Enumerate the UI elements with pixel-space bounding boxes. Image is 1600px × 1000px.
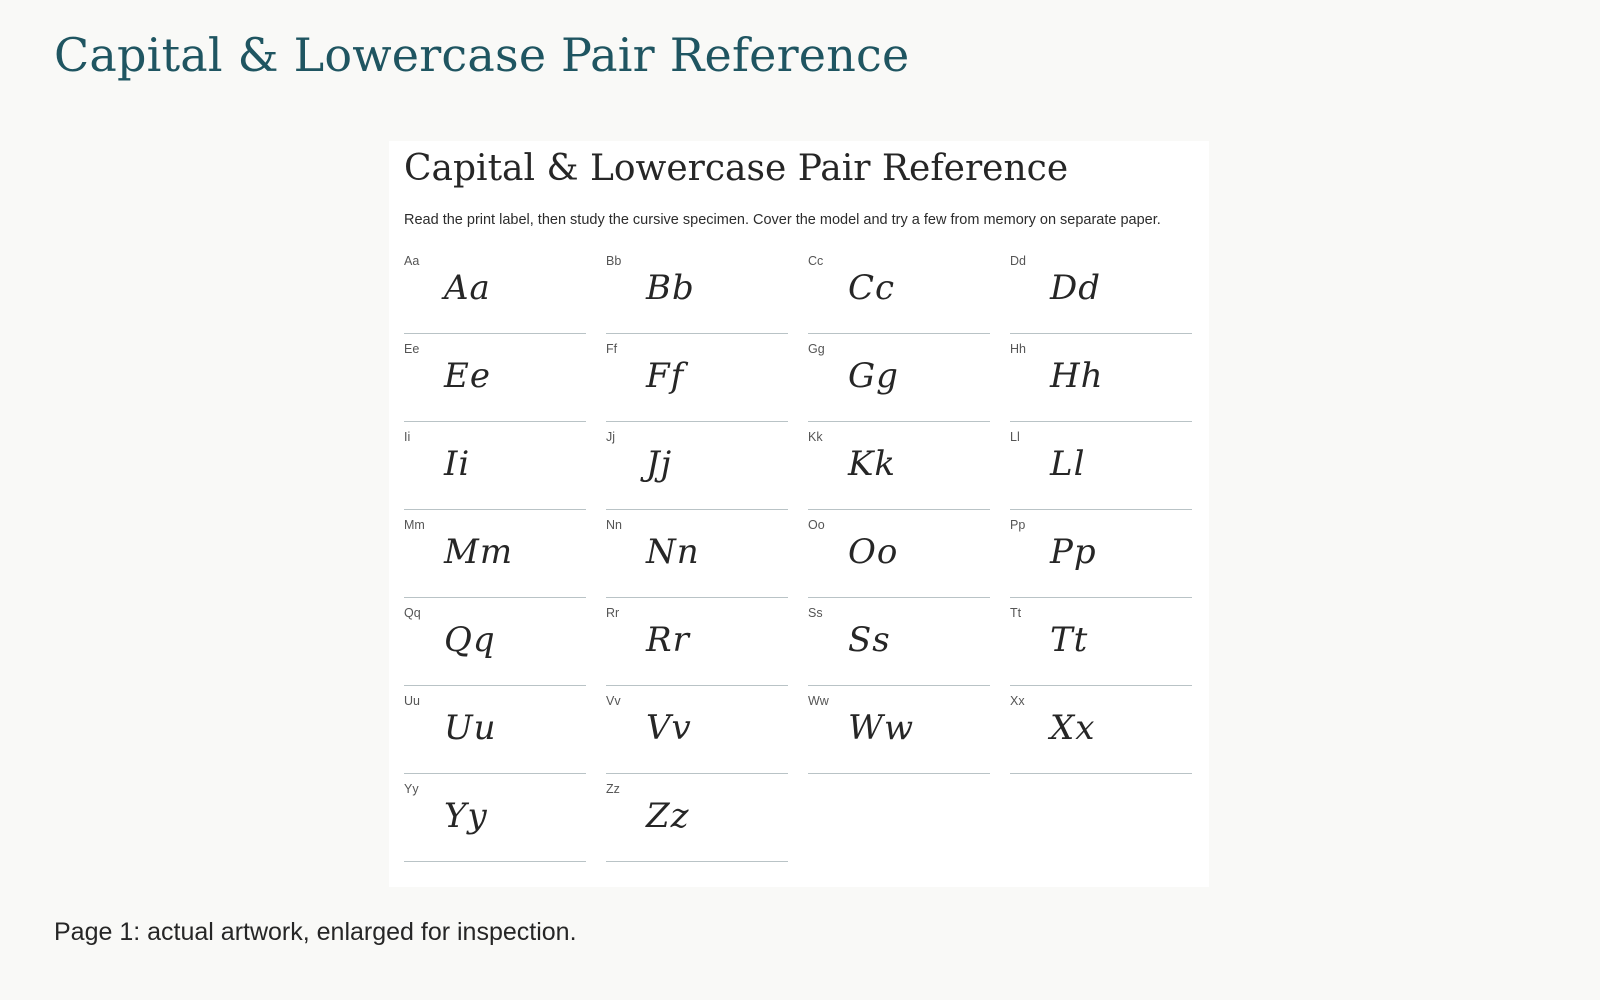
print-label: Nn bbox=[606, 517, 622, 532]
letter-pair-cell bbox=[1010, 604, 1192, 692]
print-label: Tt bbox=[1010, 605, 1022, 620]
writing-baseline bbox=[808, 421, 990, 422]
print-label: Dd bbox=[1010, 253, 1026, 268]
writing-baseline bbox=[404, 685, 586, 686]
letter-pair-cell bbox=[1010, 340, 1192, 428]
cursive-specimen: Ww bbox=[848, 707, 915, 748]
cursive-specimen: Zz bbox=[646, 795, 690, 836]
print-label: Vv bbox=[606, 693, 621, 708]
cursive-specimen: Ee bbox=[444, 355, 491, 396]
writing-baseline bbox=[606, 421, 788, 422]
print-label: Cc bbox=[808, 253, 824, 268]
letter-pair-cell bbox=[404, 340, 586, 428]
cursive-specimen: Cc bbox=[848, 267, 896, 308]
cursive-specimen: Hh bbox=[1050, 355, 1104, 396]
cursive-specimen: Ss bbox=[848, 619, 891, 660]
print-label: Xx bbox=[1010, 693, 1025, 708]
print-label: Aa bbox=[404, 253, 420, 268]
print-label: Ss bbox=[808, 605, 823, 620]
writing-baseline bbox=[404, 597, 586, 598]
cursive-specimen: Mm bbox=[444, 531, 514, 572]
writing-baseline bbox=[1010, 421, 1192, 422]
letter-pair-cell bbox=[1010, 692, 1192, 780]
cursive-specimen: Yy bbox=[444, 795, 488, 836]
cursive-specimen: Pp bbox=[1050, 531, 1097, 572]
cursive-specimen: Xx bbox=[1050, 707, 1096, 748]
letter-pair-cell bbox=[808, 428, 990, 516]
cursive-specimen: Gg bbox=[848, 355, 899, 396]
cursive-specimen: Kk bbox=[848, 443, 897, 484]
print-label: Bb bbox=[606, 253, 622, 268]
letter-pair-cell bbox=[1010, 428, 1192, 516]
letter-pair-cell bbox=[606, 780, 788, 868]
writing-baseline bbox=[606, 333, 788, 334]
worksheet-artwork bbox=[389, 141, 1209, 887]
letter-pair-cell bbox=[808, 604, 990, 692]
writing-baseline bbox=[1010, 597, 1192, 598]
letter-pair-cell bbox=[404, 692, 586, 780]
print-label: Ll bbox=[1010, 429, 1020, 444]
letter-pair-cell bbox=[1010, 252, 1192, 340]
writing-baseline bbox=[606, 685, 788, 686]
print-label: Oo bbox=[808, 517, 825, 532]
writing-baseline bbox=[606, 597, 788, 598]
print-label: Pp bbox=[1010, 517, 1026, 532]
letter-pair-cell bbox=[606, 252, 788, 340]
print-label: Hh bbox=[1010, 341, 1026, 356]
page-caption: Page 1: actual artwork, enlarged for inspection. bbox=[54, 918, 577, 946]
cursive-specimen: Vv bbox=[646, 707, 692, 748]
cursive-specimen: Rr bbox=[646, 619, 690, 660]
letter-pair-cell bbox=[404, 428, 586, 516]
print-label: Ee bbox=[404, 341, 420, 356]
writing-baseline bbox=[606, 509, 788, 510]
writing-baseline bbox=[1010, 773, 1192, 774]
writing-baseline bbox=[808, 773, 990, 774]
writing-baseline bbox=[404, 333, 586, 334]
writing-baseline bbox=[606, 773, 788, 774]
print-label: Ff bbox=[606, 341, 618, 356]
print-label: Qq bbox=[404, 605, 421, 620]
writing-baseline bbox=[1010, 509, 1192, 510]
page-heading: Capital & Lowercase Pair Reference bbox=[54, 28, 910, 82]
writing-baseline bbox=[404, 421, 586, 422]
letter-pair-cell bbox=[404, 604, 586, 692]
cursive-specimen: Bb bbox=[646, 267, 695, 308]
letter-pair-cell bbox=[808, 340, 990, 428]
cursive-specimen: Ii bbox=[444, 443, 471, 484]
letter-pair-cell bbox=[606, 340, 788, 428]
letter-pair-cell bbox=[808, 252, 990, 340]
print-label: Rr bbox=[606, 605, 620, 620]
letter-pair-cell bbox=[606, 516, 788, 604]
print-label: Uu bbox=[404, 693, 420, 708]
letter-pair-cell bbox=[808, 692, 990, 780]
writing-baseline bbox=[404, 861, 586, 862]
letter-pair-cell bbox=[404, 516, 586, 604]
print-label: Jj bbox=[606, 429, 616, 444]
cursive-specimen: Dd bbox=[1050, 267, 1102, 308]
writing-baseline bbox=[1010, 333, 1192, 334]
print-label: Ww bbox=[808, 693, 829, 708]
cursive-specimen: Qq bbox=[444, 619, 496, 660]
writing-baseline bbox=[1010, 685, 1192, 686]
print-label: Ii bbox=[404, 429, 411, 444]
cursive-specimen: Aa bbox=[444, 267, 491, 308]
writing-baseline bbox=[404, 773, 586, 774]
writing-baseline bbox=[404, 509, 586, 510]
cursive-specimen: Uu bbox=[444, 707, 497, 748]
letter-pair-cell bbox=[404, 252, 586, 340]
writing-baseline bbox=[606, 861, 788, 862]
letter-pair-grid bbox=[404, 252, 1194, 868]
print-label: Gg bbox=[808, 341, 825, 356]
letter-pair-cell bbox=[606, 604, 788, 692]
cursive-specimen: Tt bbox=[1050, 619, 1089, 660]
letter-pair-cell bbox=[606, 428, 788, 516]
letter-pair-cell bbox=[606, 692, 788, 780]
writing-baseline bbox=[808, 685, 990, 686]
cursive-specimen: Jj bbox=[646, 443, 673, 484]
worksheet-instructions: Read the print label, then study the cursive specimen. Cover the model and try a few from memory on separate paper. bbox=[404, 212, 1161, 228]
writing-baseline bbox=[808, 509, 990, 510]
letter-pair-cell bbox=[404, 780, 586, 868]
print-label: Mm bbox=[404, 517, 425, 532]
print-label: Yy bbox=[404, 781, 419, 796]
print-label: Kk bbox=[808, 429, 823, 444]
cursive-specimen: Ff bbox=[646, 355, 685, 396]
writing-baseline bbox=[808, 333, 990, 334]
writing-baseline bbox=[808, 597, 990, 598]
letter-pair-cell bbox=[1010, 516, 1192, 604]
cursive-specimen: Ll bbox=[1050, 443, 1086, 484]
letter-pair-cell bbox=[808, 516, 990, 604]
cursive-specimen: Oo bbox=[848, 531, 899, 572]
worksheet-title: Capital & Lowercase Pair Reference bbox=[404, 148, 1069, 189]
print-label: Zz bbox=[606, 781, 620, 796]
cursive-specimen: Nn bbox=[646, 531, 700, 572]
